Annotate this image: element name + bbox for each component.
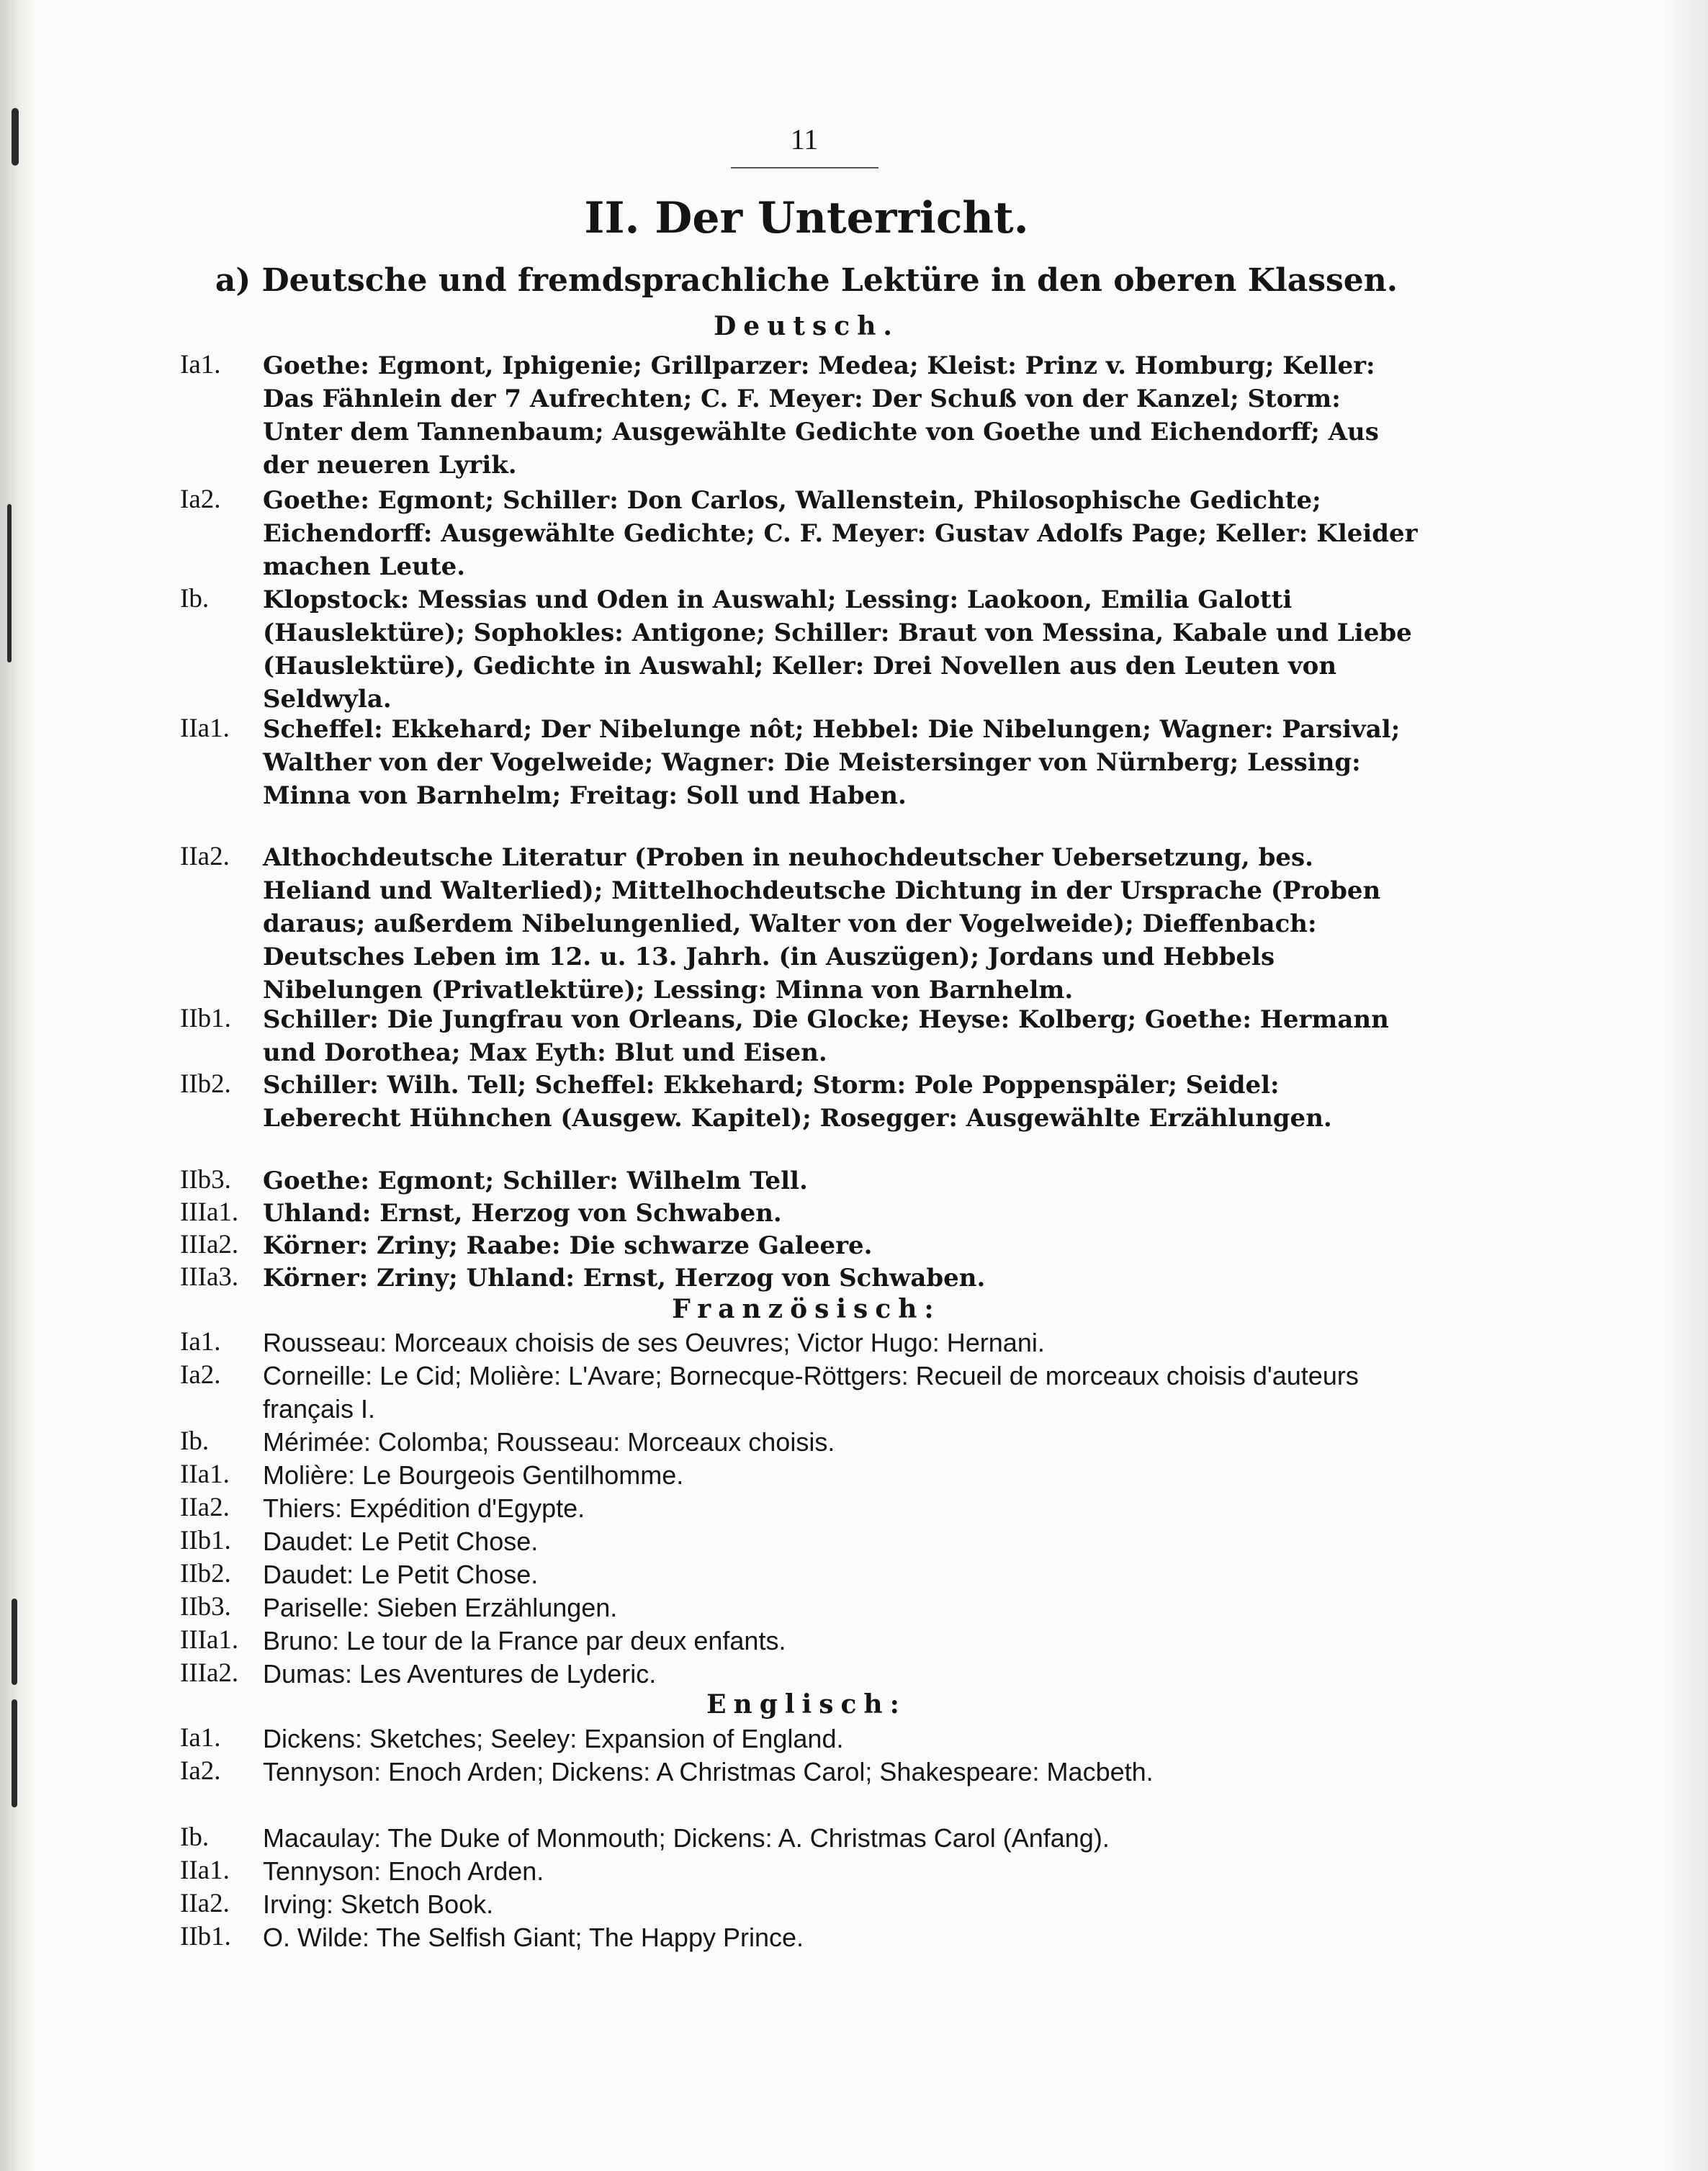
reading-list: Klopstock: Messias und Oden in Auswahl; Lessing: Laokoon, Emilia Galotti (Hauslektüre); Sophokles: Antigone; Schiller: Braut von Messina, Kabale und Liebe (Hauslektüre), Gedichte in Auswahl; Keller: Drei Novellen aus den Leuten von Seldwyla. [263, 585, 1412, 714]
englisch-heading: Englisch: [706, 1689, 907, 1720]
binding-mark [12, 1599, 17, 1685]
class-label: IIIa1. [180, 1197, 239, 1227]
reading-list: Schiller: Wilh. Tell; Scheffel: Ekkehard; Storm: Pole Poppenspäler; Seidel: Leberecht Hühnchen (Ausgew. Kapitel); Rosegger: Ausgewählte Erzählungen. [263, 1071, 1332, 1133]
reading-list: Körner: Zriny; Raabe: Die schwarze Galeere. [263, 1231, 873, 1260]
class-label: Ib. [180, 584, 210, 613]
class-label: IIb2. [180, 1559, 231, 1588]
reading-list: Goethe: Egmont; Schiller: Wilhelm Tell. [263, 1167, 808, 1195]
class-label: IIb3. [180, 1165, 231, 1195]
class-label: IIb1. [180, 1922, 231, 1951]
reading-list: Molière: Le Bourgeois Gentilhomme. [263, 1460, 684, 1490]
class-label: IIa2. [180, 842, 230, 871]
reading-list: Thiers: Expédition d'Egypte. [263, 1493, 585, 1523]
class-label: IIIa1. [180, 1625, 239, 1655]
reading-list: Goethe: Egmont; Schiller: Don Carlos, Wallenstein, Philosophische Gedichte; Eichendorff: Ausgewählte Gedichte; C. F. Meyer: Gustav Adolfs Page; Keller: Kleider machen Leute. [263, 486, 1418, 581]
class-label: IIIa3. [180, 1262, 239, 1292]
class-label: Ia1. [180, 350, 221, 379]
reading-list: Irving: Sketch Book. [263, 1889, 494, 1919]
class-label: IIa1. [180, 1460, 230, 1489]
class-label: IIa1. [180, 714, 230, 743]
binding-mark [7, 504, 12, 662]
reading-list: Pariselle: Sieben Erzählungen. [263, 1593, 618, 1622]
header-rule [731, 167, 878, 168]
class-label: Ia2. [180, 1756, 221, 1786]
reading-list: Rousseau: Morceaux choisis de ses Oeuvres; Victor Hugo: Hernani. [263, 1328, 1045, 1357]
reading-list: Tennyson: Enoch Arden; Dickens: A Christmas Carol; Shakespeare: Macbeth. [263, 1757, 1154, 1786]
binding-mark [12, 108, 19, 166]
reading-list: Scheffel: Ekkehard; Der Nibelunge nôt; Hebbel: Die Nibelungen; Wagner: Parsival; Walther von der Vogelweide; Wagner: Die Meistersinger von Nürnberg; Lessing: Minna von Barnhelm; Freitag: Soll und Haben. [263, 715, 1401, 810]
reading-list: Uhland: Ernst, Herzog von Schwaben. [263, 1199, 782, 1228]
class-label: IIb3. [180, 1592, 231, 1622]
class-label: IIa1. [180, 1856, 230, 1885]
class-label: IIIa2. [180, 1230, 239, 1259]
class-label: IIa2. [180, 1889, 230, 1918]
class-label: Ib. [180, 1426, 210, 1456]
deutsch-heading: Deutsch. [714, 311, 899, 341]
reading-list: Bruno: Le tour de la France par deux enfants. [263, 1626, 786, 1655]
reading-list: Mérimée: Colomba; Rousseau: Morceaux choisis. [263, 1427, 835, 1457]
class-label: Ib. [180, 1822, 210, 1852]
reading-list: Dickens: Sketches; Seeley: Expansion of England. [263, 1724, 844, 1753]
class-label: Ia2. [180, 485, 221, 514]
class-label: Ia1. [180, 1723, 221, 1753]
section-title: a) Deutsche und fremdsprachliche Lektüre in den oberen Klassen. [215, 262, 1398, 299]
reading-list: O. Wilde: The Selfish Giant; The Happy Prince. [263, 1923, 804, 1952]
reading-list: Körner: Zriny; Uhland: Ernst, Herzog von Schwaben. [263, 1264, 986, 1293]
class-label: IIa2. [180, 1493, 230, 1522]
class-label: IIb2. [180, 1069, 231, 1099]
class-label: Ia2. [180, 1360, 221, 1390]
page-title: II. Der Unterricht. [584, 193, 1029, 243]
reading-list: Corneille: Le Cid; Molière: L'Avare; Bornecque-Röttgers: Recueil de morceaux choisis d'auteurs français I. [263, 1361, 1359, 1424]
reading-list: Daudet: Le Petit Chose. [263, 1527, 539, 1556]
class-label: Ia1. [180, 1327, 221, 1357]
reading-list: Macaulay: The Duke of Monmouth; Dickens: A. Christmas Carol (Anfang). [263, 1823, 1110, 1853]
page-edge-right [1665, 0, 1708, 2171]
class-label: IIb1. [180, 1526, 231, 1555]
reading-list: Althochdeutsche Literatur (Proben in neuhochdeutscher Uebersetzung, bes. Heliand und Walterlied); Mittelhochdeutsche Dichtung in der Ursprache (Proben daraus; außerdem Nibelungenlied, Walter von der Vogelweide); Dieffenbach: Deutsches Leben im 12. u. 13. Jahrh. (in Auszügen); Jordans und Hebbels Nibelungen (Privatlektüre); Lessing: Minna von Barnhelm. [263, 843, 1381, 1004]
reading-list: Daudet: Le Petit Chose. [263, 1560, 539, 1589]
franzoesisch-heading: Französisch: [672, 1294, 941, 1324]
reading-list: Dumas: Les Aventures de Lyderic. [263, 1659, 657, 1689]
class-label: IIIa2. [180, 1658, 239, 1688]
reading-list: Schiller: Die Jungfrau von Orleans, Die Glocke; Heyse: Kolberg; Goethe: Hermann und Dorothea; Max Eyth: Blut und Eisen. [263, 1005, 1389, 1067]
reading-list: Tennyson: Enoch Arden. [263, 1856, 544, 1886]
reading-list: Goethe: Egmont, Iphigenie; Grillparzer: Medea; Kleist: Prinz v. Homburg; Keller: Das Fähnlein der 7 Aufrechten; C. F. Meyer: Der Schuß von der Kanzel; Storm: Unter dem Tannenbaum; Ausgewählte Gedichte von Goethe und Eichendorff; Aus der neueren Lyrik. [263, 351, 1379, 480]
page-number: 11 [790, 123, 819, 156]
class-label: IIb1. [180, 1004, 231, 1033]
